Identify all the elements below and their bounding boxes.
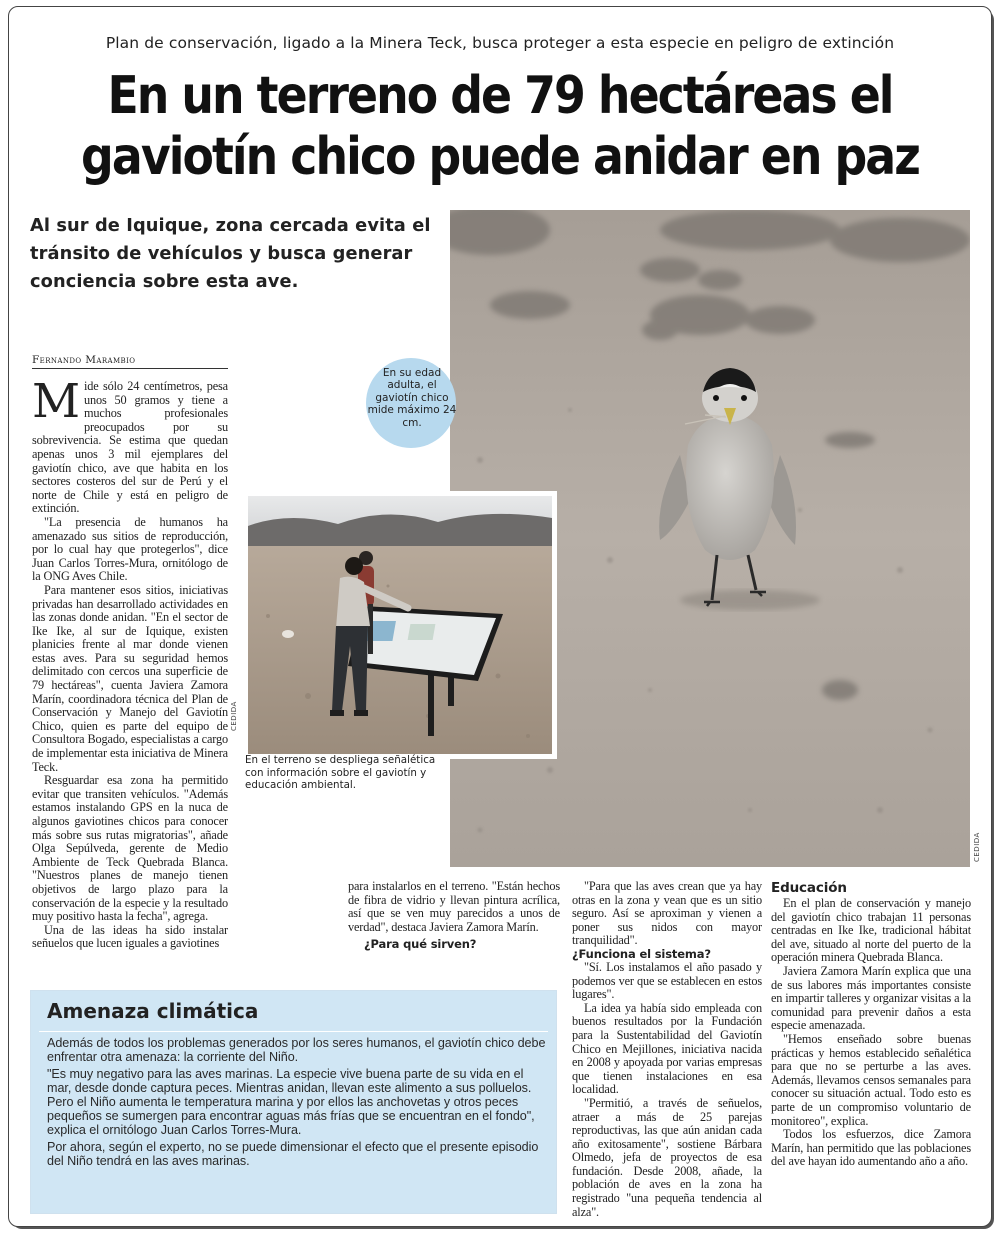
paragraph: "Es muy negativo para las aves marinas. La especie vive buena parte de su vida en el mar, desde donde captura peces. Mientras anidan, llevan este alimento a sus polluelos. Pero el Niño aumenta le temperatura marina y por ellos las anchovetas y otros peces pequeños se sumergen para encontrar aguas más frías que se encuentran en el fondo", explica el ornitólogo Juan Carlos Torres-Mura. xyxy=(47,1067,535,1137)
column-1 xyxy=(32,374,228,951)
paragraph: La idea ya había sido empleada con buenos resultados por la Fundación para la Sustentabilidad del Gaviotín Chico en Mejillones, iniciativa nacida en 2008 y apoyada por varias empresas que tienen instalaciones en esa localidad. xyxy=(572,1000,762,1097)
sidebar-box-divider xyxy=(39,1031,548,1032)
headline-line-1: En un terreno de 79 hectáreas el xyxy=(107,66,893,126)
inset-photo xyxy=(243,491,557,759)
paragraph: Javiera Zamora Marín explica que una de sus labores más importantes consiste en impartir talleres y organizar visitas a la comunidad para prevenir daños a esta especie amenazada. xyxy=(771,963,971,1033)
paragraph: Todos los esfuerzos, dice Zamora Marín, han permitido que las poblaciones del ave hayan ido aumentando año a año. xyxy=(771,1127,971,1169)
sidebar-box-title: Amenaza climática xyxy=(47,999,259,1023)
column-2 xyxy=(348,880,560,952)
inset-caption: En el terreno se despliega señalética con información sobre el gaviotín y educación ambiental. xyxy=(245,754,436,792)
hero-photo-credit: CEDIDA xyxy=(973,832,981,862)
paragraph: "La presencia de humanos ha amenazado sus sitios de reproducción, por lo cual hay que protegerlos", dice Juan Carlos Torres-Mura, ornitólogo de la ONG Aves Chile. xyxy=(32,514,228,584)
headline xyxy=(78,66,923,188)
column-3 xyxy=(572,880,762,1219)
paragraph-text: ide sólo 24 centímetros, pesa unos 50 gramos y tiene a muchos profesionales preocupados por su sobrevivencia. Se estima que quedan apenas unos 3 mil ejemplares del gaviotín chico, ave que habita en los sectores costeros del sur de Perú y el norte de Chile y está en peligro de extinción. xyxy=(32,379,228,516)
paragraph: para instalarlos en el terreno. "Están hechos de fibra de vidrio y llevan pintura acrílica, así que se ven muy parecidos a unos de verdad", destaca Javiera Zamora Marín. xyxy=(348,879,560,934)
paragraph: Para mantener esos sitios, iniciativas privadas han desarrollado actividades en las zonas donde anidan. "En el sector de Ike Ike, al sur de Iquique, existen planicies frente al mar donde vienen estas aves. Para su seguridad hemos delimitado con cercos una superficie de 79 hectáreas", cuenta Javiera Zamora Marín, coordinadora técnica del Plan de Conservación y Manejo del Gaviotín Chico, quien es parte del equipo de Consultora Bogado, especialistas a cargo de implementar esta iniciativa de Minera Teck. xyxy=(32,582,228,774)
headline-line-2: gaviotín chico puede anidar en paz xyxy=(81,127,919,187)
column-4 xyxy=(771,880,971,1169)
inset-photo-credit: CEDIDA xyxy=(230,701,238,731)
paragraph: Resguardar esa zona ha permitido evitar que transiten vehículos. "Además estamos instalando GPS en la nuca de algunos gaviotines chicos para conocer más sobre sus rutas migratorias", añade Olga Sepúlveda, gerente de Medio Ambiente de Teck Quebrada Blanca. "Nuestros planes de manejo tienen objetivos de largo plazo para la conservación de la especie y la resultado muy positivo hasta la fecha", agrega. xyxy=(32,773,228,924)
question-heading: ¿Para qué sirven? xyxy=(364,937,477,952)
paragraph: "Permitió, a través de señuelos, atraer a más de 25 parejas reproductivas, las que aún anidan cada año exitosamente", sostiene Bárbara Olmedo, jefa de proyectos de esa fundación. Desde 2008, añade, la población de aves en la zona ha registrado "una pequeña tendencia al alza". xyxy=(572,1095,762,1219)
paragraph: Por ahora, según el experto, no se puede dimensionar el efecto que el presente episodio del Niño tendrá en las aves marinas. xyxy=(47,1140,539,1168)
question-heading: ¿Funciona el sistema? xyxy=(572,946,711,961)
paragraph: "Sí. Los instalamos el año pasado y podemos ver que se establecen en estos lugares". xyxy=(572,959,762,1002)
sidebar-box-body xyxy=(47,1036,547,1171)
paragraph xyxy=(32,374,228,516)
paragraph: Además de todos los problemas generados por los seres humanos, el gaviotín chico debe enfrentar otra amenaza: la corriente del Niño. xyxy=(47,1036,546,1064)
paragraph: "Para que las aves crean que ya hay otras en la zona y vean que es un sitio seguro. Así se aproximan y vienen a poner sus nidos con mayor tranquilidad". xyxy=(572,879,762,948)
inset-photo-illustration xyxy=(248,496,552,754)
sidebar-box xyxy=(30,990,557,1214)
drop-cap: M xyxy=(32,374,80,429)
paragraph: "Hemos enseñado sobre buenas prácticas y hemos establecido señalética para que no se perturbe a las aves. Además, llevamos censos semanales para conocer su situación actual. Todo esto es parte de un compromiso voluntario de monitoreo", explica. xyxy=(771,1031,971,1128)
fact-bubble-text: En su edad adulta, el gaviotín chico mide máximo 24 cm. xyxy=(367,367,457,429)
paragraph: En el plan de conservación y manejo del gaviotín chico trabajan 11 personas centradas en Ike Ike, tradicional hábitat del ave, situado al norte del puerto de la operación minera Quebrada Blanca. xyxy=(771,896,971,965)
subhead: Al sur de Iquique, zona cercada evita el tránsito de vehículos y busca generar conciencia sobre esta ave. xyxy=(30,215,431,292)
byline xyxy=(32,354,228,369)
byline-name: Fernando Marambio xyxy=(32,354,136,366)
kicker: Plan de conservación, ligado a la Minera Teck, busca proteger a esta especie en peligro de extinción xyxy=(105,34,895,52)
paragraph: Una de las ideas ha sido instalar señuelos que lucen iguales a gaviotines xyxy=(32,922,228,951)
section-heading: Educación xyxy=(771,880,847,896)
